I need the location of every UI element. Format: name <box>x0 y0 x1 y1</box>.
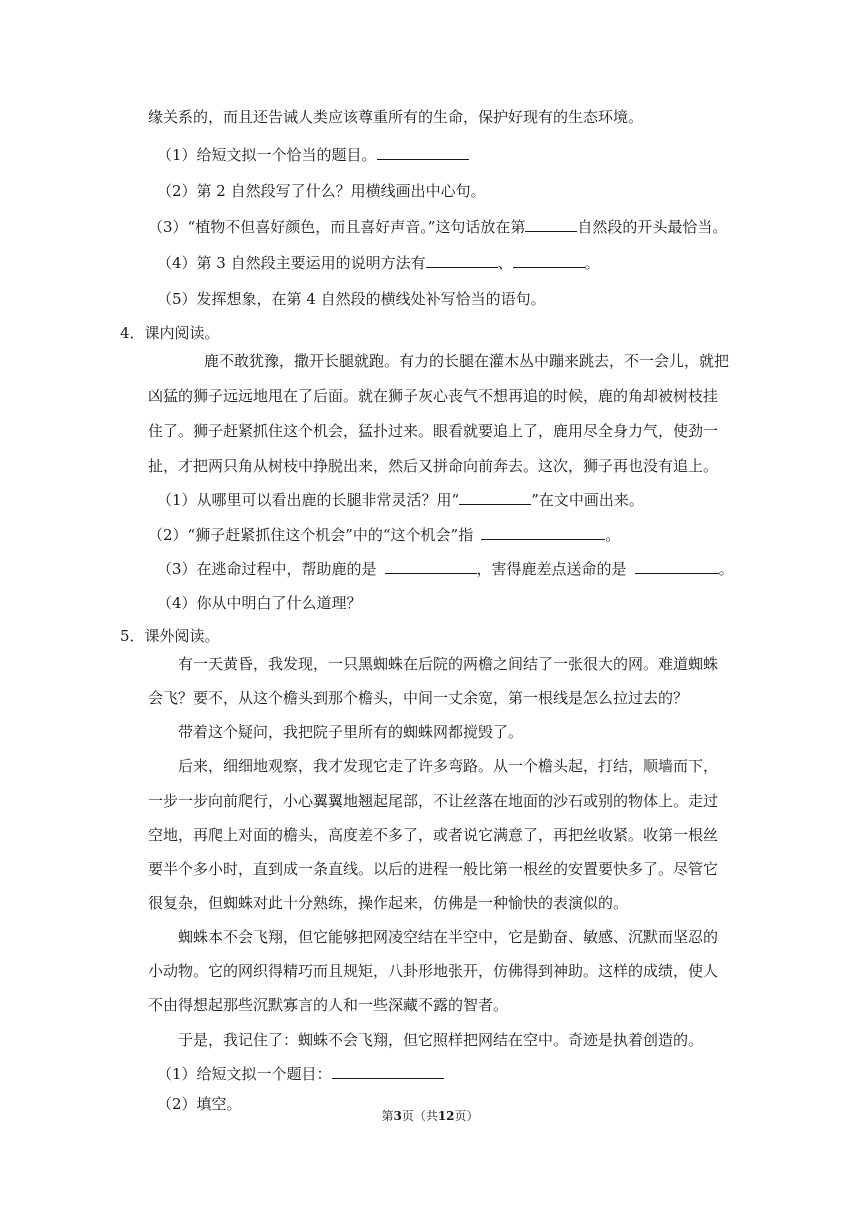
passage-line: 蜘蛛本不会飞翔，但它能够把网凌空结在半空中，它是勤奋、敏感、沉默而坚忍的 <box>178 928 719 946</box>
question-text: （3）在逃命过程中，帮助鹿的是 <box>157 560 377 578</box>
answer-blank[interactable] <box>426 253 498 268</box>
question-text: （1）给短文拟一个恰当的题目。 <box>157 146 377 164</box>
question-text-tail: 自然段的开头最恰当。 <box>577 218 728 236</box>
passage-line: 要半个多小时，直到成一条直线。以后的进程一般比第一根丝的安置要快多了。尽管它 <box>148 860 719 878</box>
question-4-2 <box>148 525 620 545</box>
page-footer <box>0 1108 860 1124</box>
passage-line: 后来，细细地观察，我才发现它走了许多弯路。从一个檐头起，打结，顺墙而下， <box>178 757 719 775</box>
passage-line: 很复杂，但蜘蛛对此十分熟练，操作起来，仿佛是一种愉快的表演似的。 <box>148 894 629 912</box>
passage-line: 于是，我记住了：蜘蛛不会飞翔，但它照样把网结在空中。奇迹是执着创造的。 <box>178 1031 704 1049</box>
separator: 、 <box>497 254 513 272</box>
passage-line: 一步一步向前爬行，小心翼翼地翘起尾部，不让丝落在地面的沙石或别的物体上。走过 <box>148 792 719 810</box>
question-4-1 <box>157 490 644 510</box>
total-pages: 12 <box>437 1109 455 1123</box>
answer-blank[interactable] <box>635 559 719 574</box>
answer-blank[interactable] <box>332 1064 444 1079</box>
answer-blank[interactable] <box>525 217 577 232</box>
passage-line: 住了。狮子赶紧抓住这个机会，猛扑过来。眼看就要追上了，鹿用尽全身力气，使劲一 <box>148 422 719 440</box>
question-text-mid: ，害得鹿差点送命的是 <box>476 560 627 578</box>
section-5-title: 5．课外阅读。 <box>120 627 220 645</box>
question-4-4: （4）你从中明白了什么道理？ <box>157 594 362 612</box>
answer-blank[interactable] <box>377 145 469 160</box>
passage-line: 不由得想起那些沉默寡言的人和一些深藏不露的智者。 <box>148 996 509 1014</box>
question-text: （1）从哪里可以看出鹿的长腿非常灵活？用“ <box>157 491 460 509</box>
question-3-5: （5）发挥想象，在第 4 自然段的横线处补写恰当的语句。 <box>157 290 546 308</box>
question-3-3 <box>148 217 727 237</box>
passage-line: 有一天黄昏，我发现，一只黑蜘蛛在后院的两檐之间结了一张很大的网。难道蜘蛛 <box>178 655 719 673</box>
passage-line: 会飞？要不，从这个檐头到那个檐头，中间一丈余宽，第一根线是怎么拉过去的？ <box>148 689 689 707</box>
question-3-2: （2）第 2 自然段写了什么？用横线画出中心句。 <box>157 182 486 200</box>
question-5-1 <box>157 1064 444 1084</box>
question-5-2: （2）填空。 <box>157 1095 242 1113</box>
question-text: （4）第 3 自然段主要运用的说明方法有 <box>157 254 426 272</box>
section-4-title: 4．课内阅读。 <box>120 324 220 342</box>
passage-line: 带着这个疑问，我把院子里所有的蜘蛛网都搅毁了。 <box>178 723 524 741</box>
page-number: 3 <box>393 1109 402 1123</box>
period: 。 <box>584 254 600 272</box>
passage-line: 空地，再爬上对面的檐头，高度差不多了，或者说它满意了，再把丝收紧。收第一根丝 <box>148 826 719 844</box>
answer-blank[interactable] <box>385 559 477 574</box>
question-text-tail: ”在文中画出来。 <box>531 491 644 509</box>
answer-blank[interactable] <box>513 253 585 268</box>
passage-line: 缘关系的，而且还告诫人类应该尊重所有的生命，保护好现有的生态环境。 <box>148 108 644 126</box>
footer-middle: 页（共 <box>401 1109 438 1123</box>
period: 。 <box>718 560 734 578</box>
question-3-4 <box>157 253 600 273</box>
period: 。 <box>605 526 621 544</box>
passage-line: 凶猛的狮子远远地甩在了后面。就在狮子灰心丧气不想再追的时候，鹿的角却被树枝挂 <box>148 387 719 405</box>
passage-line: 扯，才把两只角从树枝中挣脱出来，然后又拼命向前奔去。这次，狮子再也没有追上。 <box>148 457 719 475</box>
passage-line: 鹿不敢犹豫，撒开长腿就跑。有力的长腿在灌木丛中蹦来跳去，不一会儿，就把 <box>204 352 730 370</box>
footer-suffix: 页） <box>454 1109 479 1123</box>
answer-blank[interactable] <box>459 490 531 505</box>
question-4-3 <box>157 559 734 579</box>
answer-blank[interactable] <box>481 525 605 540</box>
question-text: （2）“狮子赶紧抓住这个机会”中的“这个机会”指 <box>148 526 474 544</box>
question-text: （1）给短文拟一个题目： <box>157 1065 332 1083</box>
passage-line: 小动物。它的网织得精巧而且规矩，八卦形地张开，仿佛得到神助。这样的成绩，使人 <box>148 962 719 980</box>
footer-prefix: 第 <box>381 1109 394 1123</box>
question-text: （3）“植物不但喜好颜色，而且喜好声音。”这句话放在第 <box>148 218 526 236</box>
question-3-1 <box>157 145 469 165</box>
